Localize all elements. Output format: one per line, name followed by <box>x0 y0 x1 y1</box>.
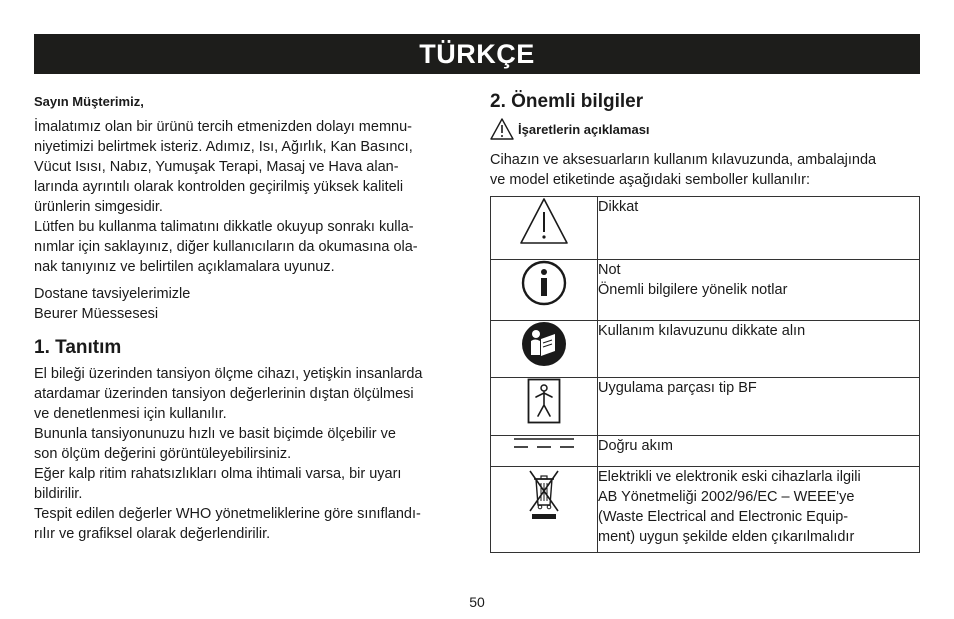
intro-line: Lütfen bu kullanma talimatını dikkatle okuyup sonrakı kulla- <box>34 219 414 235</box>
section-1-line: atardamar üzerinden tansiyon değerlerinin dıştan ölçülmesi <box>34 386 414 402</box>
table-row <box>491 321 920 378</box>
symbol-cell <box>491 260 598 321</box>
symbols-subheading <box>490 118 922 140</box>
table-row <box>491 378 920 436</box>
symbol-description <box>598 321 920 378</box>
symbol-cell <box>491 467 598 553</box>
section-1-line: El bileği üzerinden tansiyon ölçme cihazı, yetişkin insanlarda <box>34 366 423 382</box>
description-line: Kullanım kılavuzunu dikkate alın <box>598 323 806 339</box>
direct-current-icon <box>512 436 576 450</box>
symbol-cell <box>491 436 598 467</box>
intro-line: Vücut Isısı, Nabız, Yumuşak Terapi, Masaj ve Hava alan- <box>34 159 399 175</box>
description-line: AB Yönetmeliği 2002/96/EC – WEEE'ye <box>598 489 855 505</box>
description-line: (Waste Electrical and Electronic Equip- <box>598 509 849 525</box>
symbol-cell <box>491 321 598 378</box>
left-column <box>34 90 464 544</box>
section-1-line: bildirilir. <box>34 486 83 502</box>
section-1-line: Bununla tansiyonunuzu hızlı ve basit biçimde ölçebilir ve <box>34 426 396 442</box>
description-line: Doğru akım <box>598 438 673 454</box>
symbol-description <box>598 467 920 553</box>
table-row <box>491 436 920 467</box>
symbols-intro-line: ve model etiketinde aşağıdaki semboller kullanılır: <box>490 172 810 188</box>
section-1-line: Tespit edilen değerler WHO yönetmeliklerine göre sınıflandı- <box>34 506 421 522</box>
symbol-description <box>598 436 920 467</box>
symbol-cell <box>491 197 598 260</box>
description-line: Elektrikli ve elektronik eski cihazlarla ilgili <box>598 469 861 485</box>
section-1-line: ve denetlenmesi için kullanılır. <box>34 406 227 422</box>
section-1-heading: 1. Tanıtım <box>34 337 122 358</box>
description-line: Önemli bilgilere yönelik notlar <box>598 282 788 298</box>
subheading-text: İşaretlerin açıklaması <box>518 121 650 137</box>
symbol-description <box>598 378 920 436</box>
weee-bin-icon <box>526 467 562 521</box>
section-1-line: Eğer kalp ritim rahatsızlıkları olma ihtimali varsa, bir uyarı <box>34 466 402 482</box>
regards <box>34 284 464 324</box>
intro-line: ürünlerin simgesidir. <box>34 199 163 215</box>
intro-line: niyetimizi belirtmek isteriz. Adımız, Isı, Ağırlık, Kan Basıncı, <box>34 139 413 155</box>
intro-line: nak tanıyınız ve belirtilen açıklamalara uyunuz. <box>34 259 335 275</box>
signature-line: Beurer Müessesesi <box>34 306 159 322</box>
warning-triangle-icon <box>519 197 569 245</box>
section-2-heading: 2. Önemli bilgiler <box>490 91 644 112</box>
page-number: 50 <box>469 594 485 610</box>
section-1-line: rılır ve grafiksel olarak değerlendirilir. <box>34 526 271 542</box>
intro-paragraph <box>34 117 464 277</box>
intro-line: larında ayrıntılı olarak kontrolden geçirilmiş yüksek kaliteli <box>34 179 404 195</box>
bf-applied-part-icon <box>527 378 561 424</box>
symbols-table <box>490 196 920 553</box>
regards-line: Dostane tavsiyelerimizle <box>34 286 191 302</box>
description-line: Dikkat <box>598 199 639 215</box>
symbol-description <box>598 197 920 260</box>
table-row <box>491 260 920 321</box>
description-line: Not <box>598 262 621 278</box>
symbol-description <box>598 260 920 321</box>
info-icon <box>521 260 567 306</box>
warning-triangle-icon <box>490 118 514 140</box>
intro-line: İmalatımız olan bir ürünü tercih etmenizden dolayı memnu- <box>34 119 412 135</box>
description-line: Uygulama parçası tip BF <box>598 380 757 396</box>
intro-line: nımlar için saklayınız, diğer kullanıcıların da okumasına ola- <box>34 239 418 255</box>
description-line: ment) uygun şekilde elden çıkarılmalıdır <box>598 529 855 545</box>
page-title-banner: TÜRKÇE <box>34 34 920 74</box>
right-column <box>490 90 922 553</box>
salutation: Sayın Müşterimiz, <box>34 94 144 109</box>
table-row <box>491 197 920 260</box>
section-1-body <box>34 364 464 544</box>
symbol-cell <box>491 378 598 436</box>
section-1-line: son ölçüm değerini görüntüleyebilirsiniz. <box>34 446 292 462</box>
read-manual-icon <box>521 321 567 367</box>
symbols-intro-line: Cihazın ve aksesuarların kullanım kılavuzunda, ambalajında <box>490 152 877 168</box>
table-row <box>491 467 920 553</box>
symbols-intro <box>490 150 922 190</box>
